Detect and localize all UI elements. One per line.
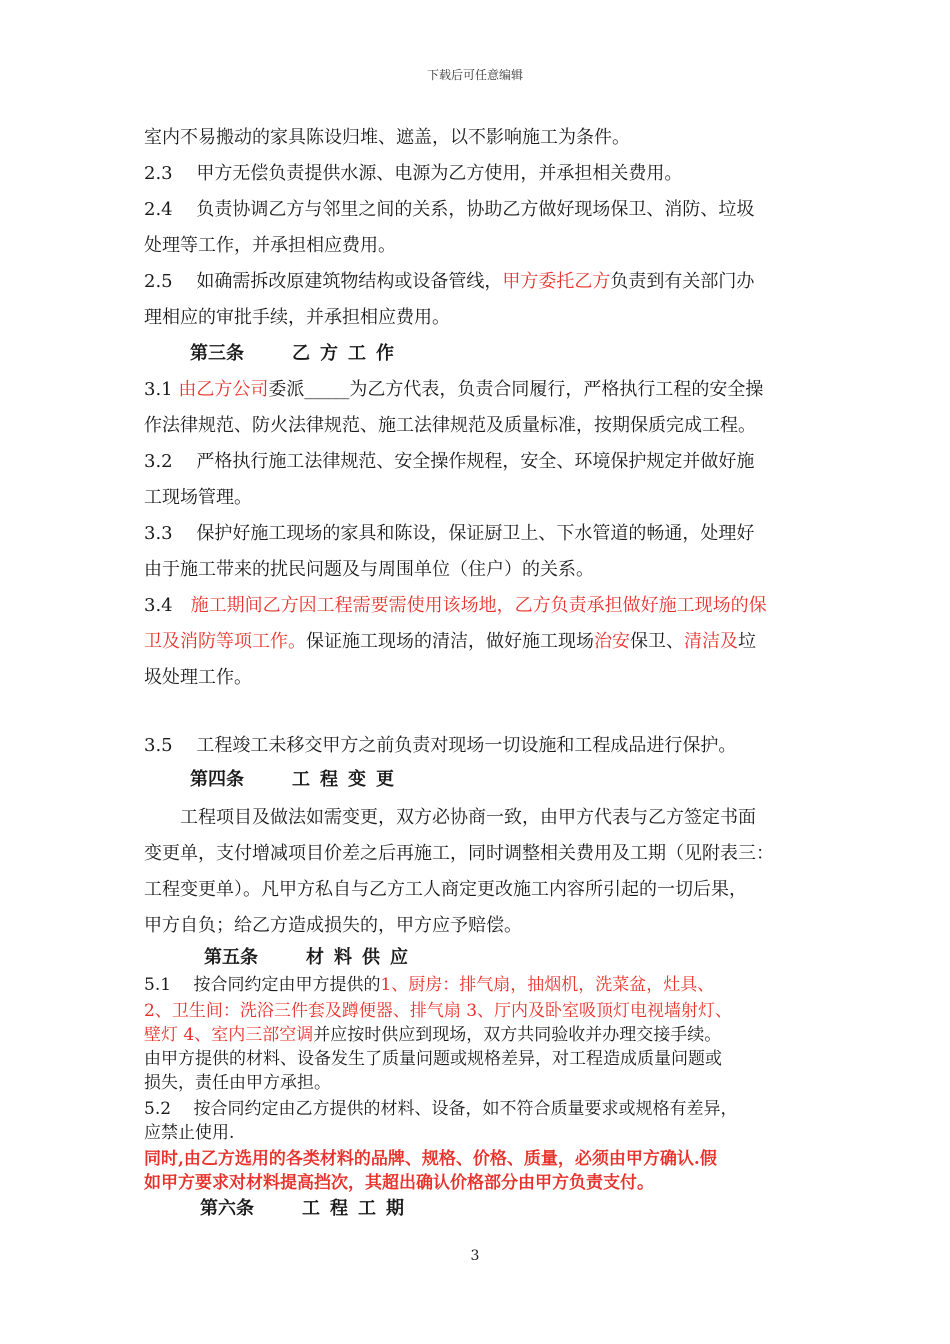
- text-segment: 负责到有关部门办: [610, 271, 755, 292]
- clause-3-2: 3.2 严格执行施工法律规范、安全操作规程，安全、环境保护规定并做好施: [144, 451, 755, 472]
- article-4-heading: [190, 768, 404, 792]
- highlighted-text: 卫及消防等项工作。: [144, 631, 306, 652]
- text-line: 由甲方提供的材料、设备发生了质量问题或规格差异，对工程造成质量问题或: [144, 1049, 722, 1069]
- clause-3-3: 3.3 保护好施工现场的家具和陈设，保证厨卫上、下水管道的畅通，处理好: [144, 523, 755, 544]
- article-5-heading: [204, 946, 418, 970]
- clause-2-4: 2.4 负责协调乙方与邻里之间的关系，协助乙方做好现场保卫、消防、垃圾: [144, 199, 755, 220]
- highlighted-text: 壁灯 4、室内三部空调: [144, 1025, 314, 1045]
- clause-3-4: [144, 594, 767, 618]
- text-line: 由于施工带来的扰民问题及与周围单位（住户）的关系。: [144, 559, 594, 580]
- text-line: 应禁止使用.: [144, 1123, 235, 1143]
- page-header: 下载后可任意编辑: [426, 68, 523, 82]
- page-number: 3: [470, 1248, 480, 1264]
- text-segment: 委派_____为乙方代表，负责合同履行，严格执行工程的安全操: [268, 379, 764, 400]
- text-line: 工现场管理。: [144, 487, 252, 508]
- article-3-heading: [190, 342, 404, 366]
- clause-2-5: [144, 270, 754, 294]
- text-line: [144, 630, 756, 654]
- text-segment: 3.1: [144, 379, 179, 400]
- text-line: 甲方自负；给乙方造成损失的，甲方应予赔偿。: [144, 915, 522, 936]
- highlighted-line: 同时,由乙方选用的各类材料的品牌、规格、价格、质量，必须由甲方确认.假: [144, 1149, 717, 1169]
- text-segment: 保卫、: [630, 631, 684, 652]
- article-title: 材料供应: [306, 947, 418, 968]
- text-segment: 保证施工现场的清洁，做好施工现场: [306, 631, 594, 652]
- highlighted-text: 清洁及: [684, 631, 738, 652]
- highlighted-text: 由乙方公司: [178, 379, 269, 400]
- highlighted-text: 1、厨房：排气扇，抽烟机，洗菜盆，灶具、: [380, 975, 715, 995]
- text-line: 圾处理工作。: [144, 667, 252, 688]
- article-title: 工程变更: [292, 769, 404, 790]
- text-line: 作法律规范、防火法律规范、施工法律规范及质量标准，按期保质完成工程。: [144, 415, 756, 436]
- text-segment: 并应按时供应到现场，双方共同验收并办理交接手续。: [313, 1025, 722, 1045]
- article-number: 第六条: [200, 1198, 254, 1219]
- highlighted-line: 如甲方要求对材料提高挡次，其超出确认价格部分由甲方负责支付。: [144, 1173, 654, 1193]
- clause-5-2: 5.2 按合同约定由乙方提供的材料、设备，如不符合质量要求或规格有差异，: [144, 1099, 738, 1119]
- text-line: 变更单，支付增减项目价差之后再施工，同时调整相关费用及工期（见附表三：: [144, 843, 774, 864]
- clause-2-3: 2.3 甲方无偿负责提供水源、电源为乙方使用，并承担相关费用。: [144, 163, 683, 184]
- text-segment: 5.1 按合同约定由甲方提供的: [144, 975, 381, 995]
- clause-3-1: [144, 378, 763, 402]
- article-number: 第三条: [190, 343, 244, 364]
- text-line: [144, 1023, 721, 1047]
- text-line: 处理等工作，并承担相应费用。: [144, 235, 396, 256]
- highlighted-text: 治安: [594, 631, 630, 652]
- article-title: 乙方工作: [292, 343, 404, 364]
- clause-5-1: [144, 973, 714, 997]
- article-title: 工程工期: [302, 1198, 414, 1219]
- clause-3-5: 3.5 工程竣工未移交甲方之前负责对现场一切设施和工程成品进行保护。: [144, 735, 737, 756]
- text-line: 损失，责任由甲方承担。: [144, 1073, 331, 1093]
- text-line: 室内不易搬动的家具陈设归堆、遮盖，以不影响施工为条件。: [144, 127, 630, 148]
- highlighted-text: 施工期间乙方因工程需要需使用该场地，乙方负责承担做好施工现场的保: [190, 595, 767, 616]
- paragraph-line: 工程项目及做法如需变更，双方必协商一致，由甲方代表与乙方签定书面: [180, 807, 756, 828]
- text-line: 理相应的审批手续，并承担相应费用。: [144, 307, 450, 328]
- highlighted-text: 甲方委托乙方: [502, 271, 611, 292]
- article-number: 第五条: [204, 947, 258, 968]
- text-segment: 垃: [738, 631, 756, 652]
- text-segment: 3.4: [144, 595, 191, 616]
- text-segment: 2.5 如确需拆改原建筑物结构或设备管线，: [144, 271, 503, 292]
- text-line: 工程变更单）。凡甲方私自与乙方工人商定更改施工内容所引起的一切后果，: [144, 879, 747, 900]
- article-6-heading: [200, 1197, 414, 1221]
- article-number: 第四条: [190, 769, 244, 790]
- highlighted-line: 2、卫生间：洗浴三件套及蹲便器、排气扇 3、厅内及卧室吸顶灯电视墙射灯、: [144, 1001, 733, 1021]
